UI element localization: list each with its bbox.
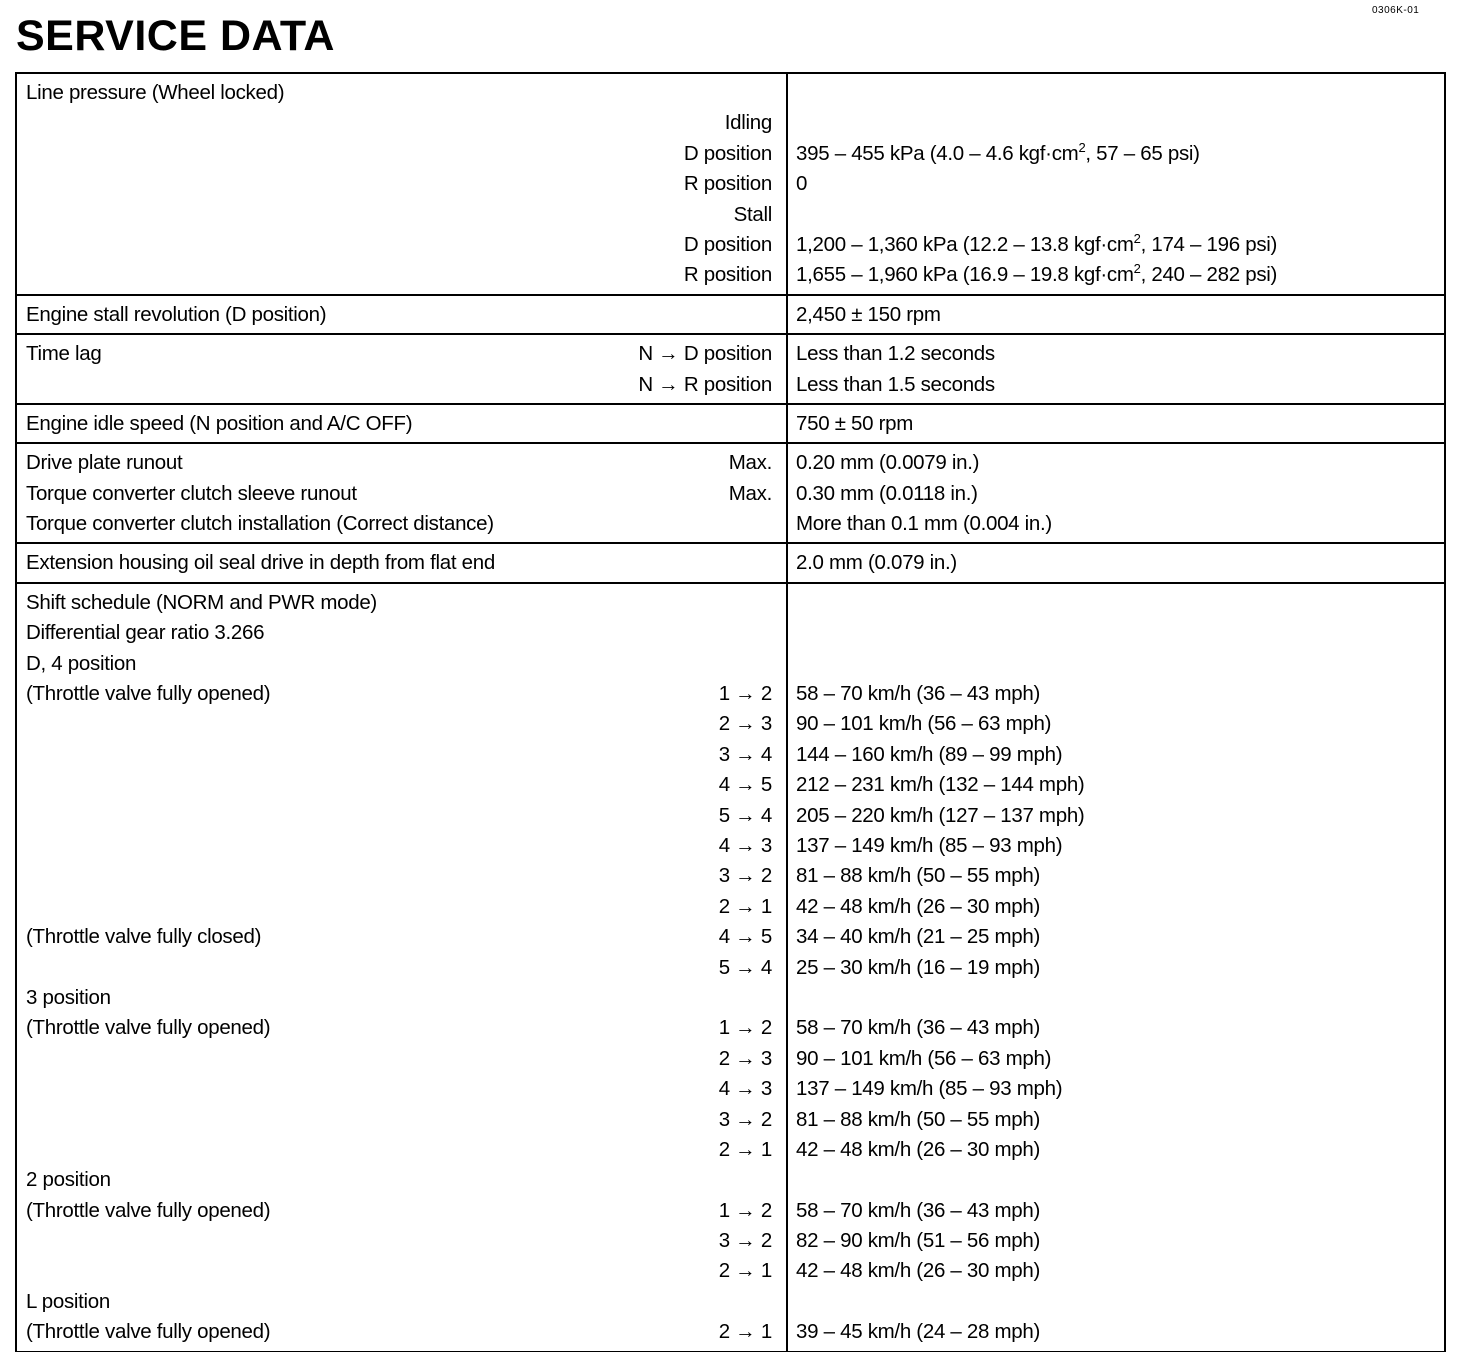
item-cell	[17, 1135, 786, 1165]
table-row	[17, 1165, 1444, 1195]
table-row	[17, 1256, 1444, 1286]
value-cell: 34 – 40 km/h (21 – 25 mph)	[796, 925, 1041, 949]
item-cell	[17, 740, 786, 770]
item-cell	[17, 709, 786, 739]
table-row	[17, 953, 1444, 983]
item-cell	[17, 139, 786, 169]
item-label: Time lag	[26, 342, 102, 366]
condition-label: Stall	[733, 202, 772, 226]
table-row	[17, 230, 1444, 260]
value-cell: 750 ± 50 rpm	[796, 411, 914, 435]
table-row	[17, 679, 1444, 709]
table-row	[17, 260, 1444, 290]
item-cell	[17, 339, 786, 369]
table-row	[17, 1013, 1444, 1043]
item-label: (Throttle valve fully opened)	[26, 1198, 271, 1222]
table-row	[17, 1044, 1444, 1074]
item-label: (Throttle valve fully closed)	[26, 925, 262, 949]
item-label: Engine stall revolution (D position)	[26, 302, 327, 326]
item-cell	[17, 892, 786, 922]
value-cell: 58 – 70 km/h (36 – 43 mph)	[796, 1198, 1041, 1222]
table-row	[17, 801, 1444, 831]
value-cell	[786, 983, 796, 1013]
table-row	[17, 588, 1444, 618]
value-cell: 42 – 48 km/h (26 – 30 mph)	[796, 894, 1041, 918]
value-cell: Less than 1.5 seconds	[796, 372, 995, 396]
value-cell	[786, 230, 1277, 260]
condition-label: D position	[683, 232, 772, 256]
document-code: 0306K-01	[1372, 5, 1420, 16]
value-cell: 90 – 101 km/h (56 – 63 mph)	[796, 712, 1052, 736]
item-cell	[17, 548, 786, 578]
table-row	[17, 509, 1444, 539]
value-cell: 0.20 mm (0.0079 in.)	[796, 451, 980, 475]
table-row	[17, 618, 1444, 648]
table-row	[17, 339, 1444, 369]
condition-label: 3 → 2	[718, 864, 772, 888]
item-label: (Throttle valve fully opened)	[26, 682, 271, 706]
condition-label: N → D position	[638, 342, 772, 366]
item-cell	[17, 479, 786, 509]
item-cell	[17, 260, 786, 290]
service-data-table	[15, 72, 1446, 1352]
table-section	[17, 74, 1444, 296]
item-label: Torque converter clutch installation (Correct distance)	[26, 512, 494, 536]
table-row	[17, 108, 1444, 138]
page-title: SERVICE DATA	[16, 12, 335, 60]
item-label: D, 4 position	[26, 651, 137, 675]
item-cell	[17, 370, 786, 400]
item-cell	[17, 108, 786, 138]
condition-label: 3 → 2	[718, 1107, 772, 1131]
condition-label: 5 → 4	[718, 955, 772, 979]
item-cell	[17, 1165, 786, 1195]
value-text: 1,655 – 1,960 kPa (16.9 – 19.8 kgf·cm	[796, 263, 1134, 287]
value-cell: 81 – 88 km/h (50 – 55 mph)	[796, 1107, 1041, 1131]
value-cell: 42 – 48 km/h (26 – 30 mph)	[796, 1137, 1041, 1161]
table-row	[17, 479, 1444, 509]
table-row	[17, 78, 1444, 108]
item-cell	[17, 588, 786, 618]
table-row	[17, 548, 1444, 578]
item-label: L position	[26, 1289, 110, 1313]
item-cell	[17, 801, 786, 831]
condition-label: 3 → 2	[718, 1229, 772, 1253]
superscript: 2	[1133, 230, 1141, 246]
item-cell	[17, 509, 786, 539]
item-label: (Throttle valve fully opened)	[26, 1016, 271, 1040]
item-cell	[17, 200, 786, 230]
table-row	[17, 831, 1444, 861]
condition-label: Idling	[724, 111, 772, 135]
table-row	[17, 448, 1444, 478]
item-label: Torque converter clutch sleeve runout	[26, 481, 357, 505]
value-cell: 58 – 70 km/h (36 – 43 mph)	[796, 682, 1041, 706]
condition-label: D position	[683, 141, 772, 165]
condition-label: 1 → 2	[718, 682, 772, 706]
value-cell: 212 – 231 km/h (132 – 144 mph)	[796, 773, 1085, 797]
value-cell: 25 – 30 km/h (16 – 19 mph)	[796, 955, 1041, 979]
table-row	[17, 983, 1444, 1013]
item-label: Extension housing oil seal drive in depth from flat end	[26, 551, 495, 575]
item-cell	[17, 409, 786, 439]
item-label: 2 position	[26, 1168, 111, 1192]
item-cell	[17, 169, 786, 199]
item-label: Drive plate runout	[26, 451, 183, 475]
value-cell: 137 – 149 km/h (85 – 93 mph)	[796, 833, 1063, 857]
value-cell: 144 – 160 km/h (89 – 99 mph)	[796, 742, 1063, 766]
item-cell	[17, 78, 786, 108]
value-cell: 2.0 mm (0.079 in.)	[796, 551, 957, 575]
value-cell	[786, 200, 796, 230]
item-cell	[17, 1013, 786, 1043]
table-section	[17, 296, 1444, 335]
value-cell	[786, 108, 796, 138]
value-text: , 57 – 65 psi)	[1085, 141, 1200, 165]
table-row	[17, 370, 1444, 400]
item-cell	[17, 618, 786, 648]
item-cell	[17, 1105, 786, 1135]
condition-label: 4 → 3	[718, 1077, 772, 1101]
value-cell: 137 – 149 km/h (85 – 93 mph)	[796, 1077, 1063, 1101]
item-cell	[17, 831, 786, 861]
table-row	[17, 1226, 1444, 1256]
condition-label: Max.	[728, 481, 772, 505]
table-row	[17, 861, 1444, 891]
table-row	[17, 892, 1444, 922]
condition-label: 3 → 4	[718, 742, 772, 766]
superscript: 2	[1078, 139, 1086, 155]
value-cell: 0	[796, 172, 808, 196]
table-row	[17, 169, 1444, 199]
item-cell	[17, 1074, 786, 1104]
value-cell	[786, 618, 796, 648]
item-label: Line pressure (Wheel locked)	[26, 81, 285, 104]
table-row	[17, 1135, 1444, 1165]
condition-label: 4 → 5	[718, 773, 772, 797]
item-cell	[17, 1287, 786, 1317]
value-cell	[786, 139, 1200, 169]
table-section	[17, 405, 1444, 444]
value-cell: 39 – 45 km/h (24 – 28 mph)	[796, 1320, 1041, 1344]
value-cell: 205 – 220 km/h (127 – 137 mph)	[796, 803, 1085, 827]
value-cell: More than 0.1 mm (0.004 in.)	[796, 512, 1052, 536]
value-text: , 240 – 282 psi)	[1140, 263, 1278, 287]
table-row	[17, 1105, 1444, 1135]
item-cell	[17, 448, 786, 478]
value-cell: 90 – 101 km/h (56 – 63 mph)	[796, 1046, 1052, 1070]
condition-label: R position	[683, 172, 772, 196]
condition-label: N → R position	[638, 372, 772, 396]
item-cell	[17, 679, 786, 709]
value-text: 1,200 – 1,360 kPa (12.2 – 13.8 kgf·cm	[796, 232, 1134, 256]
value-cell: Less than 1.2 seconds	[796, 342, 995, 366]
item-cell	[17, 649, 786, 679]
item-cell	[17, 922, 786, 952]
item-cell	[17, 230, 786, 260]
table-section	[17, 544, 1444, 583]
value-cell: 58 – 70 km/h (36 – 43 mph)	[796, 1016, 1041, 1040]
table-row	[17, 1074, 1444, 1104]
item-label: Shift schedule (NORM and PWR mode)	[26, 590, 377, 614]
condition-label: 1 → 2	[718, 1198, 772, 1222]
item-cell	[17, 861, 786, 891]
table-row	[17, 740, 1444, 770]
condition-label: 2 → 1	[718, 894, 772, 918]
table-section	[17, 584, 1444, 1351]
item-label: Engine idle speed (N position and A/C OFF)	[26, 411, 413, 435]
table-row	[17, 300, 1444, 330]
condition-label: 2 → 1	[718, 1137, 772, 1161]
condition-label: 2 → 1	[718, 1320, 772, 1344]
item-label: 3 position	[26, 985, 111, 1009]
condition-label: 1 → 2	[718, 1016, 772, 1040]
item-cell	[17, 953, 786, 983]
value-cell	[786, 78, 796, 108]
value-cell	[786, 260, 1277, 290]
table-row	[17, 139, 1444, 169]
table-section	[17, 335, 1444, 405]
value-cell	[786, 588, 796, 618]
table-row	[17, 1287, 1444, 1317]
item-label: (Throttle valve fully opened)	[26, 1320, 271, 1344]
table-row	[17, 770, 1444, 800]
condition-label: 2 → 3	[718, 712, 772, 736]
condition-label: R position	[683, 263, 772, 287]
table-row	[17, 709, 1444, 739]
item-cell	[17, 1226, 786, 1256]
table-row	[17, 922, 1444, 952]
value-cell	[786, 1165, 796, 1195]
superscript: 2	[1133, 261, 1141, 277]
item-label: Differential gear ratio 3.266	[26, 621, 265, 645]
condition-label: Max.	[728, 451, 772, 475]
table-row	[17, 649, 1444, 679]
table-row	[17, 409, 1444, 439]
table-row	[17, 1196, 1444, 1226]
condition-label: 4 → 5	[718, 925, 772, 949]
value-cell: 2,450 ± 150 rpm	[796, 302, 941, 326]
condition-label: 5 → 4	[718, 803, 772, 827]
item-cell	[17, 300, 786, 330]
table-row	[17, 200, 1444, 230]
condition-label: 2 → 1	[718, 1259, 772, 1283]
condition-label: 4 → 3	[718, 833, 772, 857]
item-cell	[17, 1317, 786, 1347]
value-cell: 82 – 90 km/h (51 – 56 mph)	[796, 1229, 1041, 1253]
value-text: 395 – 455 kPa (4.0 – 4.6 kgf·cm	[796, 141, 1079, 165]
item-cell	[17, 1196, 786, 1226]
value-cell: 0.30 mm (0.0118 in.)	[796, 481, 978, 505]
value-cell: 42 – 48 km/h (26 – 30 mph)	[796, 1259, 1041, 1283]
value-text: , 174 – 196 psi)	[1140, 232, 1278, 256]
value-cell	[786, 1287, 796, 1317]
value-cell: 81 – 88 km/h (50 – 55 mph)	[796, 864, 1041, 888]
table-row	[17, 1317, 1444, 1347]
item-cell	[17, 1044, 786, 1074]
item-cell	[17, 1256, 786, 1286]
item-cell	[17, 770, 786, 800]
value-cell	[786, 649, 796, 679]
item-cell	[17, 983, 786, 1013]
table-section	[17, 444, 1444, 544]
condition-label: 2 → 3	[718, 1046, 772, 1070]
